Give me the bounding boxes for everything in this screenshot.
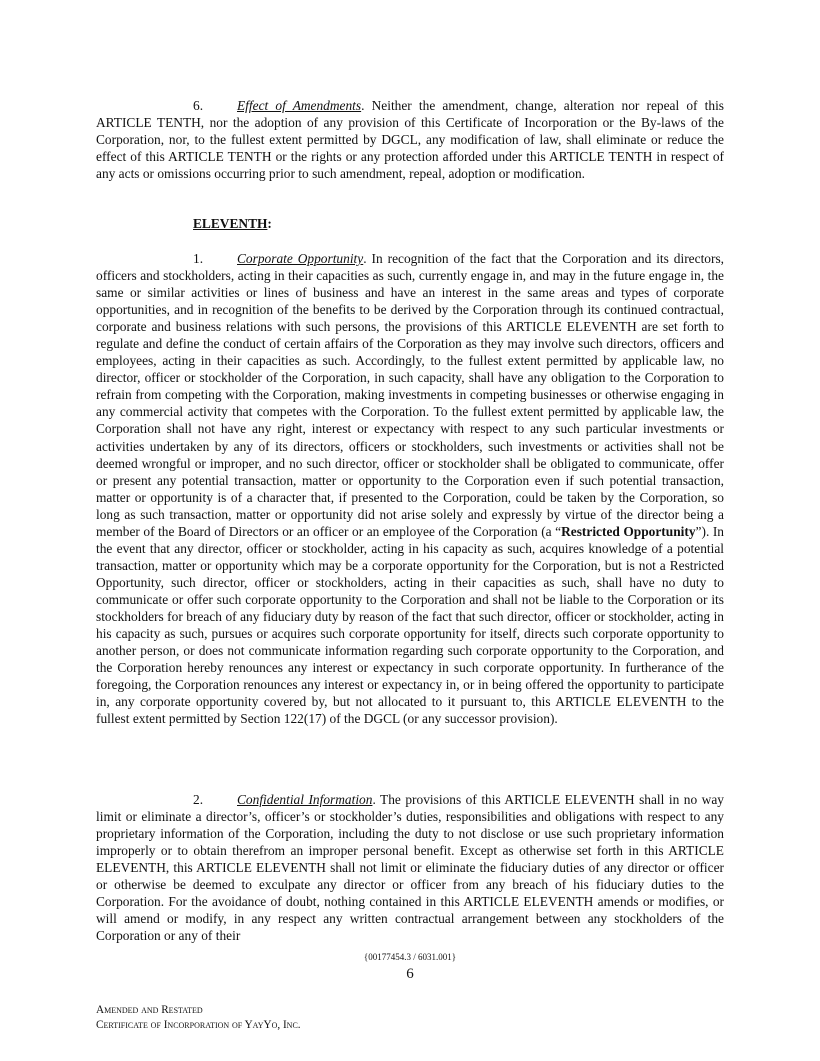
section-text-a: . In recognition of the fact that the Corporation and its directors, officers and stockholders, acting in their capacities as such, currently engage in, and may in the future engage in, the same or similar activities or lines of business and have an interest in the same areas and types of corporate opportunities, and in recognition of the benefits to be derived by the Corporation through its continued contractual, corporate and business relations with such persons, the provisions of this ARTICLE ELEVENTH are set forth to regulate and define the conduct of certain affairs of the Corporation as they may involve such directors, officers and employees, acting in their capacities as such. Accordingly, to the fullest extent permitted by applicable law, no director, officer or stockholder of the Corporation, in such capacity, shall have any obligation to the Corporation to refrain from competing with the Corporation, making investments in competing businesses or otherwise engaging in any commercial activity that competes with the Corporation. To the fullest extent permitted by applicable law, the Corporation shall not have any right, interest or expectancy with respect to any such particular investments or activities undertaken by any of its directors, officers or stockholders, such investments or activities shall not be deemed wrongful or improper, and no such director, officer or stockholder shall be obligated to communicate, offer or present any potential transaction, matter or opportunity to the Corporation even if such potential transaction, matter or opportunity is of a character that, if presented to the Corporation, could be taken by the Corporation, so long as such transaction, matter or opportunity did not arise solely and expressly by virtue of the director being a member of the Board of Directors or an officer or an employee of the Corporation (a “: [96, 251, 724, 539]
section-title: Corporate Opportunity: [237, 251, 364, 266]
page-footer: [96, 1003, 301, 1033]
defined-term: Restricted Opportunity: [561, 523, 696, 539]
section-text: . The provisions of this ARTICLE ELEVENTH shall in no way limit or eliminate a director’s, officer’s or stockholder’s duties, responsibilities and obligations with respect to any proprietary information of the Corporation, including the duty to not disclose or use such proprietary information improperly or to obtain therefrom an improper personal benefit. Except as otherwise set forth in this ARTICLE ELEVENTH, this ARTICLE ELEVENTH shall not limit or eliminate the fiduciary duties of any director or officer or otherwise be deemed to exculpate any director or officer from any breach of his fiduciary duties to the Corporation. For the avoidance of doubt, nothing contained in this ARTICLE ELEVENTH amends or modifies, or will amend or modify, in any respect any written contractual arrangement between any stockholders of the Corporation or any of their: [96, 792, 724, 944]
article-heading: [193, 216, 272, 232]
document-id: {00177454.3 / 6031.001}: [363, 952, 457, 962]
section-number: 1.: [193, 251, 204, 266]
page-number: 6: [406, 966, 414, 982]
heading-colon: :: [267, 216, 272, 231]
footer-line-2: Certificate of Incorporation of YayYo, Inc.: [96, 1019, 301, 1031]
section-text-b: ”). In the event that any director, officer or stockholder, acting in his capacity as such, acquires knowledge of a potential transaction, matter or opportunity which may be a corporate opportunity for the Corporation, but is not a Restricted Opportunity, such director, officer or stockholders, acting in their capacities as such, shall have no duty to communicate or offer such corporate opportunity to the Corporation and shall not be liable to the Corporation or its stockholders for breach of any fiduciary duty by reason of the fact that such director, officer or stockholder, acting in his capacity as such, pursues or acquires such corporate opportunity for itself, directs such corporate opportunity to another person, or does not communicate information regarding such corporate opportunity to the Corporation, and the Corporation hereby renounces any interest or expectancy in such corporate opportunity. In furtherance of the foregoing, the Corporation renounces any interest or expectancy in, or in being offered the opportunity to participate in, any corporate opportunity covered by, but not allocated to it pursuant to, this ARTICLE ELEVENTH to the fullest extent permitted by Section 122(17) of the DGCL (or any successor provision).: [96, 523, 724, 727]
paragraph-effect-of-amendments: [96, 97, 724, 182]
section-number: 2.: [193, 792, 204, 807]
section-text: . Neither the amendment, change, alteration nor repeal of this ARTICLE TENTH, nor the adoption of any provision of this Certificate of Incorporation or the By-laws of the Corporation, nor, to the fullest extent permitted by DGCL, any modification of law, shall eliminate or reduce the effect of this ARTICLE TENTH or the rights or any protection afforded under this ARTICLE TENTH in respect of any acts or omissions occurring prior to such amendment, repeal, adoption or modification.: [96, 98, 724, 182]
section-title: Effect of Amendments: [237, 98, 362, 113]
paragraph-confidential-information: [96, 791, 724, 944]
footer-line-1: Amended and Restated: [96, 1004, 203, 1016]
article-heading-text: ELEVENTH: [193, 216, 268, 231]
section-title: Confidential Information: [237, 792, 373, 807]
paragraph-corporate-opportunity: [96, 250, 724, 727]
section-number: 6.: [193, 98, 204, 113]
